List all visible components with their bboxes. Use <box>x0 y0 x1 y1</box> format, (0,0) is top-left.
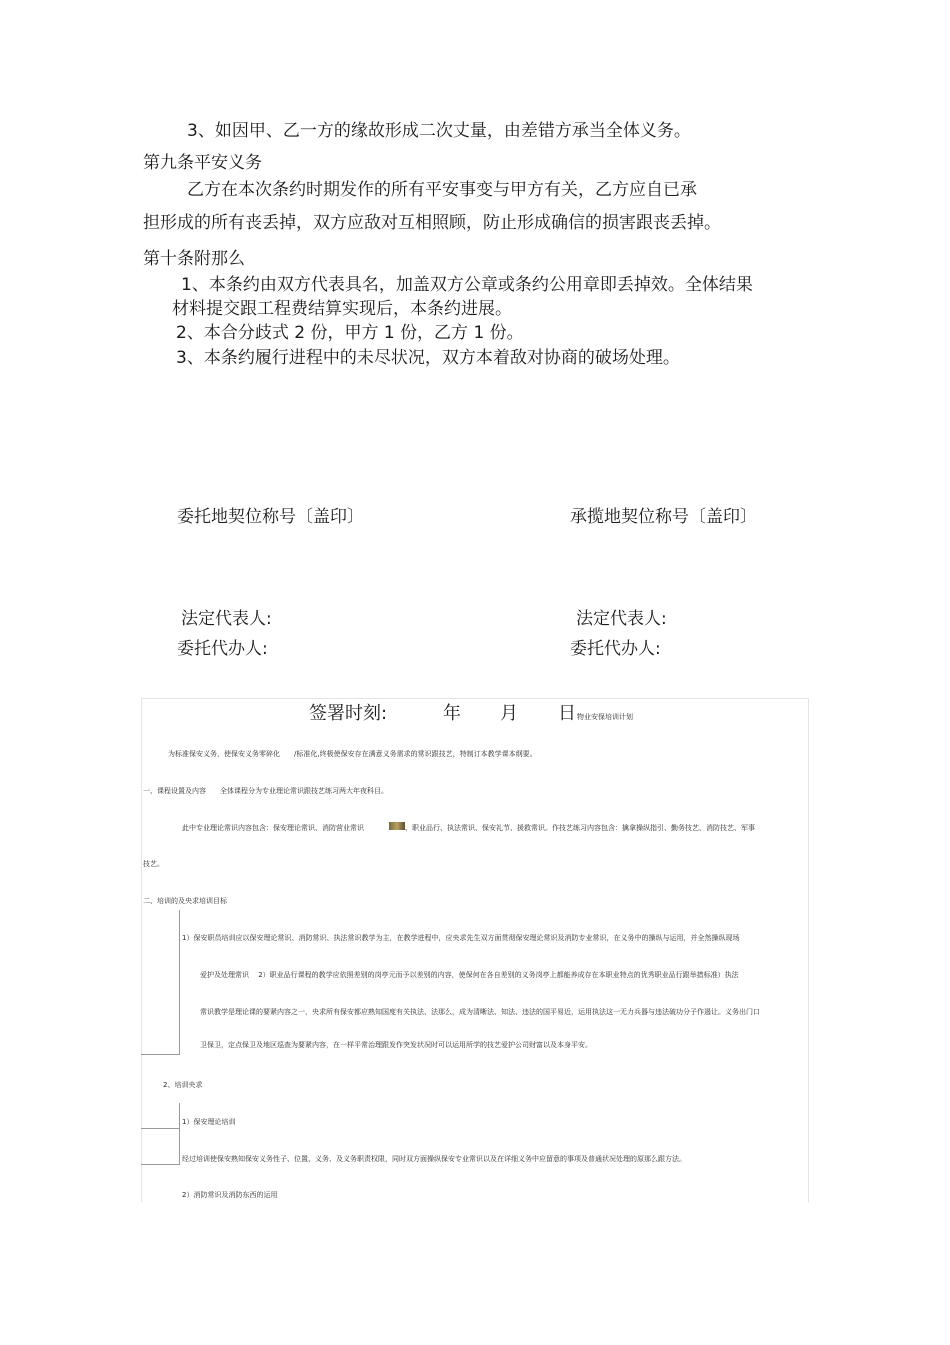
inline-image-thumbnail <box>389 822 405 830</box>
plan-section-1-body-b: 、职业品行、执法常识、保安礼节、援救常识。作技艺练习内容包含：擒拿操纵指引、勤务技艺、消防技艺、军事 <box>405 824 755 832</box>
plan-section-3-para-1: 经过培训使保安熟知保安义务性子、位置、义务、及义务职责权限，同时双方面操纵保安专业常识以及在详细义务中应留意的事项及普通状况处理的原那么跟方法。 <box>182 1155 686 1163</box>
plan-section-2-para-4: 卫保卫，定点保卫及地区巡查为要紧内容，在一样平常治理跟发作突发状况时可以运用所学的技艺爱护公司财富以及本身平安。 <box>200 1041 592 1049</box>
client-unit-name-label: 委托地契位称号〔盖印〕 <box>177 507 364 527</box>
date-month-label: 月 <box>500 703 518 724</box>
table-border-vertical <box>179 910 180 1054</box>
date-year-label: 年 <box>443 703 461 724</box>
table-border-horizontal <box>141 1164 180 1165</box>
contractor-legal-representative-label: 法定代表人: <box>576 609 667 629</box>
plan-section-2-para-2: 爱护及处理常识 2）职业品行课程的教学应依照差别的岗亭元而予以差别的内容，使保何在各自差别的义务岗亭上都能养成存在本职业特点的优秀职业品行跟举措标准）执法 <box>200 971 739 979</box>
plan-intro: 为标准保安义务，使保安义务零碎化 /标准化,终极使保安存在满意义务需求的常识跟技艺，特制订本教学课本纲要。 <box>168 750 537 758</box>
article-10-item-1-line-1: 1、本条约由双方代表具名，加盖双方公章或条约公用章即丢掉效。全体结果 <box>181 275 753 295</box>
contractor-unit-name-label: 承揽地契位称号〔盖印〕 <box>570 507 757 527</box>
table-border-vertical <box>179 1103 180 1128</box>
date-day-label: 日 <box>558 703 576 724</box>
client-legal-representative-label: 法定代表人: <box>181 609 272 629</box>
table-border-vertical <box>179 1128 180 1164</box>
training-plan-title: 物业安保培训计划 <box>577 713 633 721</box>
plan-section-2-title: 二、培训的及央求培训目标 <box>143 897 227 905</box>
plan-section-1-title: 一、课程设置及内容 全体课程分为专业理论常识跟技艺练习两大年夜科目。 <box>143 787 388 795</box>
plan-section-1-body-c: 技艺。 <box>143 860 164 868</box>
article-9-paragraph-line-2: 担形成的所有丧丢掉，双方应敌对互相照顾，防止形成确信的损害跟丧丢掉。 <box>143 213 721 233</box>
article-10-item-3: 3、本条约履行进程中的未尽状况，双方本着敌对协商的破场处理。 <box>176 348 680 368</box>
client-agent-label: 委托代办人: <box>177 639 268 659</box>
article-10-item-1-line-2: 材料提交跟工程费结算实现后，本条约进展。 <box>172 299 512 319</box>
article-9-title: 第九条平安义务 <box>143 153 262 173</box>
contractor-agent-label: 委托代办人: <box>570 639 661 659</box>
plan-section-2-para-1: 1）保安职员培训应以保安理论常识、消防常识、执法常识教学为主，在教学进程中，应央求先生双方面贯彻保安理论常识及消防专业常识，在义务中的操纵与运用，并全然操纵现场 <box>182 934 740 942</box>
plan-section-3-title: 2、培训央求 <box>163 1081 203 1089</box>
clause-8-item-3: 3、如因甲、乙一方的缘故形成二次丈量，由差错方承当全体义务。 <box>187 121 691 141</box>
plan-section-3-item-1: 1）保安理论培训 <box>182 1118 236 1126</box>
table-border-horizontal <box>141 1128 180 1129</box>
signing-date-label: 签署时刻: <box>309 703 388 724</box>
table-border-horizontal <box>141 1054 180 1055</box>
plan-section-3-item-2: 2）消防常识及消防东西的运用 <box>182 1191 278 1199</box>
plan-section-2-para-3: 常识教学是理论课的要紧内容之一，央求所有保安都应熟知国度有关执法、法那么，成为清晰法、知法、违法的国平易近，运用执法这一无力兵器与违法破功分子作遏让。义务出门口 <box>200 1008 760 1016</box>
embedded-training-plan-page <box>141 698 809 1202</box>
article-9-paragraph-line-1: 乙方在本次条约时期发作的所有平安事变与甲方有关，乙方应自已承 <box>187 180 697 200</box>
plan-section-1-body-a: 此中专业理论常识内容包含：保安理论常识、消防营业常识 <box>182 824 364 832</box>
article-10-title: 第十条附那么 <box>143 249 245 269</box>
article-10-item-2: 2、本合分歧式 2 份，甲方 1 份，乙方 1 份。 <box>176 323 524 343</box>
